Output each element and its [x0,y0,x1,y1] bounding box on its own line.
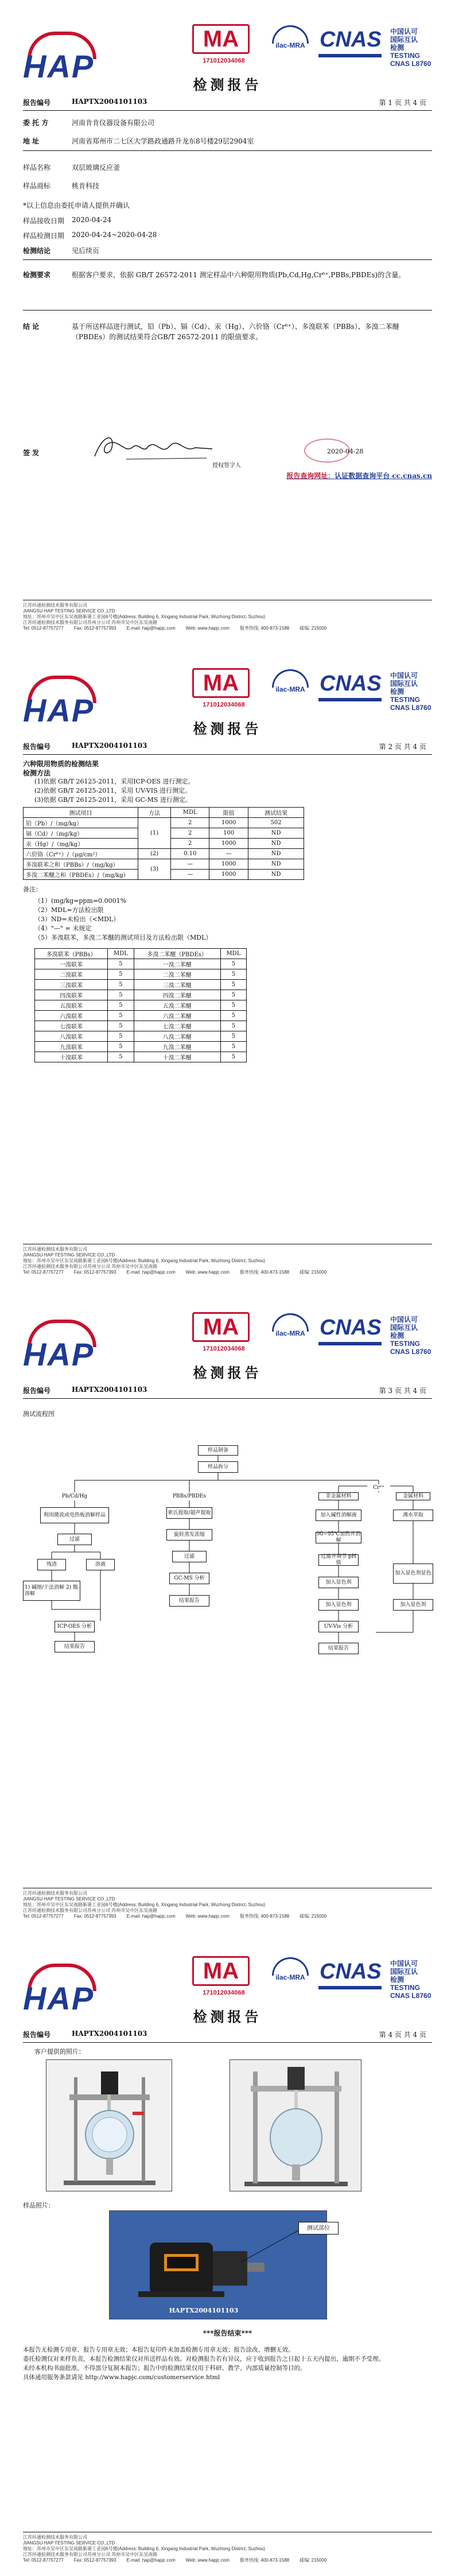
flow-node-report-1: 结果报告 [55,1641,95,1652]
signature-block [23,430,436,469]
summary-conclusion: 结 论 基于所送样品进行测试，铅（Pb）、镉（Cd）、汞（Hg）、六价铬（Cr⁶⁺）、多溴联苯（PBBs）、多溴二苯醚（PBDEs）的测试结果符合GB/T 26572-2011 的限值要求。 [23,323,399,341]
logo-text: HAP [23,1980,95,2016]
ma-code: 171012034068 [203,701,245,708]
ilac-mra-mark [270,669,311,698]
page-indicator: 第 1 页 共 4 页 [379,99,426,107]
divider [23,150,432,151]
page-indicator: 第 4 页 共 4 页 [379,2031,426,2039]
page-indicator: 第 2 页 共 4 页 [379,743,426,751]
table-row: 九溴联苯 5 九溴二苯醚 5 [35,1042,247,1052]
table-row: 一溴联苯 5 一溴二苯醚 5 [35,959,247,969]
flow-node-metal: 金属材料 [396,1492,430,1500]
section-title: 六种限用物质的检测结果 [23,760,99,768]
flow-node-solution: 溶液 [86,1559,115,1570]
query-url[interactable]: 报告查询网址：认证数据查询平台 cc.cnas.cn [286,472,432,480]
table-row: 二溴联苯 5 二溴二苯醚 5 [35,969,247,980]
report-number-line [23,742,432,754]
table-row: 五溴联苯 5 五溴二苯醚 5 [35,1000,247,1011]
table-row: 镉（Cd）/（mg/kg） 2 100 ND [24,828,304,839]
flow-node-filter-2: 过滤 [172,1551,207,1562]
flow-node-soxhlet: 索氏提取/超声提取 [166,1507,212,1519]
table-row: 多溴联苯之和（PBBs）/（mg/kg） (3) — 1000 ND [24,859,304,870]
ma-mark: MA [192,1956,250,1986]
certification-marks [192,666,439,712]
accreditation-text: 中国认可 国际互认 检测 TESTING CNAS L8760 [390,1316,431,1356]
footer: 江苏环通检测技术服务有限公司 JIANGSU HAP TESTING SERVICE CO.,LTD 地址：苏州市吴中区东吴南路新港工业园6号楼(Address: Building 6, Xingang Industrial Park, Wuzhong District, Suzhou) 江苏环通检测技术服务有限公司苏州分公司 苏州市吴中区东吴南路 Tel: 0512-87757277 Fax: 0512-87757393 E-mail: hap@hapjc.com Web: www.hapjc.com 服务热线: 400-873-1588 邮编: 215000 [23,1247,327,1275]
flow-node-color-3: 加入显色剂 [318,1599,359,1611]
pbb-mdl-table [34,948,247,1062]
report-page-3 [0,1288,455,1932]
footer: 江苏环通检测技术服务有限公司 JIANGSU HAP TESTING SERVICE CO.,LTD 地址：苏州市吴中区东吴南路新港工业园6号楼(Address: Building 6, Xingang Industrial Park, Wuzhong District, Suzhou) 江苏环通检测技术服务有限公司苏州分公司 苏州市吴中区东吴南路 Tel: 0512-87757277 Fax: 0512-87757393 E-mail: hap@hapjc.com Web: www.hapjc.com 服务热线: 400-873-1588 邮编: 215000 [23,603,327,631]
cnas-mark: CNAS [320,1316,382,1340]
report-page-4 [0,1932,455,2576]
cnas-underline [318,54,382,57]
cnas-underline [318,698,382,701]
sign-role: 授权签字人 [212,463,241,469]
table-row: 六价铬（Cr⁶⁺）/（μg/cm²） (2) 0.10 — ND [24,849,304,859]
report-no: HAPTX2004101103 [72,742,147,750]
page-indicator: 第 3 页 共 4 页 [379,1387,426,1395]
flow-node-concentrate: 旋转蒸发浓缩 [166,1529,212,1541]
flow-node-uvvis: UV-Vis 分析 [318,1621,359,1632]
flow-node-alkaline: 加入碱性消解液 [316,1510,361,1521]
logo-text: HAP [23,48,95,84]
flow-node-residue: 残渣 [37,1559,66,1570]
report-no: HAPTX2004101103 [72,1386,147,1394]
provided-note: *以上信息由委托申请人提供并确认 [23,201,130,210]
cnas-mark: CNAS [320,1960,382,1984]
flow-node-gcms: GC-MS 分析 [169,1573,209,1584]
sign-label: 签 发 [23,449,40,457]
accreditation-text: 中国认可 国际互认 检测 TESTING CNAS L8760 [390,1960,431,2000]
report-no-label: 报告编号 [23,743,51,751]
sample-photo-label: 样品照片： [23,2202,55,2209]
flow-node-filter-ph: 过滤并调节 pH 值 [318,1554,359,1566]
flow-node-color-2: 加入显色剂显色 [393,1564,433,1584]
callout-arrow [0,1932,455,2576]
table-row: 十溴联苯 5 十溴二苯醚 5 [35,1052,247,1062]
divider [23,310,432,311]
footer: 江苏环通检测技术服务有限公司 JIANGSU HAP TESTING SERVICE CO.,LTD 地址：苏州市吴中区东吴南路新港工业园6号楼(Address: Building 6, Xingang Industrial Park, Wuzhong District, Suzhou) 江苏环通检测技术服务有限公司苏州分公司 苏州市吴中区东吴南路 Tel: 0512-87757277 Fax: 0512-87757393 E-mail: hap@hapjc.com Web: www.hapjc.com 服务热线: 400-873-1588 邮编: 215000 [23,1891,327,1919]
divider [23,259,432,260]
ma-mark: MA [192,1312,250,1342]
flow-node-nonmetal: 非金属材料 [318,1492,359,1500]
report-title: 检测报告 [193,1364,262,1381]
ilac-mra-mark [270,25,311,54]
method-title: 检测方法 [23,769,51,777]
flow-node-boil: 沸水萃取 [393,1510,433,1521]
footer: 江苏环通检测技术服务有限公司 JIANGSU HAP TESTING SERVICE CO.,LTD 地址：苏州市吴中区东吴南路新港工业园6号楼(Address: Building 6, Xingang Industrial Park, Wuzhong District, Suzhou) 江苏环通检测技术服务有限公司苏州分公司 苏州市吴中区东吴南路 Tel: 0512-87757277 Fax: 0512-87757393 E-mail: hap@hapjc.com Web: www.hapjc.com 服务热线: 400-873-1588 邮编: 215000 [23,2535,327,2563]
flow-node-acid: 1) 碱熔/干法消解 2) 酸溶解 [23,1581,80,1601]
sign-date: 2020-04-28 [327,448,364,455]
ma-mark: MA [192,668,250,698]
flow-node-sample-prep: 样品制备 [198,1445,238,1456]
remarks-list: （1）(mg/kg=ppm=0.0001% （2）MDL=方法检出限 （3）ND=未检出（<MDL） （4）"—" = 未规定 （5）多溴联苯，多溴二苯醚的测试项目及方法检出限（MDL） [34,897,212,941]
cnas-mark: CNAS [320,28,382,52]
flow-node-filter: 过滤 [57,1534,92,1545]
report-notes: 本报告无检测专用章、报告专用章无效；本报告复印件未加盖检测专用章无效；报告涂改、增删无效。 委托检测仅对来样负责，本报告检测结果仅对所送样品有效。对检测报告若有异议，应于收到报告之日起十五天内提出，逾期不予受理。 未经本机构书面批准，不得部分复制本报告；报告中的检测结果仅用于科研、教学、内部质量控制等目的。 具体通用服务条款请见 http://www.hapjc.com/customerservice.html [23,2346,384,2381]
report-no: HAPTX2004101103 [72,2030,147,2038]
table-row: 六溴联苯 5 六溴二苯醚 5 [35,1011,247,1021]
flow-node-color-4: 加入显色剂 [393,1599,433,1611]
ma-code: 171012034068 [203,1989,245,1996]
report-title: 检测报告 [193,2008,262,2025]
photo-caption: HAPTX2004101103 [169,2306,239,2314]
table-row: 四溴联苯 5 四溴二苯醚 5 [35,990,247,1000]
divider [23,110,432,111]
flow-node-sample-split: 样品拆分 [198,1461,238,1473]
ma-mark: MA [192,24,250,54]
cnas-mark: CNAS [320,672,382,696]
report-page-2 [0,644,455,1288]
table-header-row: 多溴联苯（PBBs） MDL 多溴二苯醚（PBDEs） MDL [35,949,247,959]
method-list: (1)依据 GB/T 26125-2011，采用ICP-OES 进行测定。 (2)依据 GB/T 26125-2011，采用 UV-VIS 进行测定。 (3)依据 GB/T 26125-2011，采用 GC-MS 进行测定。 [34,778,195,804]
report-no-label: 报告编号 [23,99,51,107]
table-header-row: 测试项目 方法 MDL 限值 测试结果 [24,808,304,818]
report-title: 检测报告 [193,76,262,93]
report-title: 检测报告 [193,720,262,737]
divider [23,754,432,755]
flow-label-cr6: Cr⁶⁺ [367,1484,390,1491]
table-row: 三溴联苯 5 三溴二苯醚 5 [35,980,247,990]
table-row: 铅（Pb）/（mg/kg） (1) 2 1000 502 [24,818,304,828]
flow-label-pbb-pbde: PBBs/PBDEs [169,1492,209,1500]
table-row: 七溴联苯 5 七溴二苯醚 5 [35,1021,247,1031]
ilac-text: ilac-MRA [275,1329,305,1337]
table-row: 汞（Hg）/（mg/kg） 2 1000 ND [24,839,304,849]
test-requirement: 检测要求 根据客户要求，依据 GB/T 26572-2011 测定样品中六种限用物质(Pb,Cd,Hg,Cr⁶⁺,PBBs,PBDEs)的含量。 [23,271,406,279]
client-photo-label: 客户提供的照片： [34,2048,85,2055]
end-of-report: ***报告结束*** [203,2329,252,2337]
ma-code: 171012034068 [203,1345,245,1352]
logo-text: HAP [23,1336,95,1372]
flow-title: 测试流程图 [23,1410,55,1418]
flow-node-digest: 利用微波或电热板消解样品 [40,1507,109,1523]
flow-label-pb-cd-hg: Pb/Cd/Hg [57,1492,92,1500]
table-row: 多溴二苯醚之和（PBDEs）/（mg/kg） — 1000 ND [24,870,304,880]
test-flowchart [0,1288,455,1932]
flow-node-report-3: 结果报告 [318,1643,359,1654]
remarks-title: 备注： [23,886,42,893]
accreditation-text: 中国认可 国际互认 检测 TESTING CNAS L8760 [390,28,431,68]
flow-node-icp: ICP-OES 分析 [55,1621,95,1632]
report-no: HAPTX2004101103 [72,98,147,106]
report-no-label: 报告编号 [23,1387,51,1395]
ilac-text: ilac-MRA [275,41,305,49]
flow-node-report-2: 结果报告 [169,1595,209,1607]
flow-connectors [0,1288,455,1932]
report-number-line [23,98,432,110]
handwritten-signature [92,430,218,465]
ilac-text: ilac-MRA [275,685,305,693]
certification-marks [192,22,439,68]
table-row: 八溴联苯 5 八溴二苯醚 5 [35,1031,247,1042]
ilac-text: ilac-MRA [275,1973,305,1981]
accreditation-text: 中国认可 国际互认 检测 TESTING CNAS L8760 [390,672,431,712]
callout-label: 测试部位 [298,2222,339,2234]
flow-node-heat: 90~95℃加热并消解 [316,1531,361,1543]
report-no-label: 报告编号 [23,2031,51,2039]
flow-node-color-1: 加入显色剂 [318,1577,359,1588]
results-table [23,807,304,880]
logo-text: HAP [23,692,95,728]
report-page-1: HAP MA 171012034068 ilac-MRA CNAS 中国认可 国际互认 检测 TESTING CNAS L8760 检测报告 报告编号 HAPTX2004101103 第 1 页 共 4 页 委 托 方 河南肯肯仪器设备有限公司 地 址 河南省郑州市二七区大学路政通路升龙东8号楼29层2904室 样品名称 双层玻璃反应釜 样品商标 桃肯科技 *以上信息由委托申请人提供并确认 样品接收日期 2020-04-24 样品检测日期 2020-04-24~2020-04-28 检测结论 见后续页 检测要求 根据客户要求，依据 GB/T 26572-2011 测定样品中六种限用物质(Pb,Cd,Hg,Cr⁶⁺,PBBs,PBDEs)的含量。 结 论 基于所送样品进行测试，铅（Pb）、镉（Cd）、汞（Hg）、六价铬（Cr⁶⁺）、多溴联苯（PBBs）、多溴二苯醚（PBDEs）的测试结果符合GB/T 26572-2011 的限值要求。 签 发 2020-04-28 授权签字人 报告查询网址：认证数据查询平台 cc.cnas.cn 江苏环通检测技术服务有限公司 JIANGSU HAP TESTING SERVICE CO.,LTD 地址：苏州市吴中区东吴南路新港工业园6号楼(Address: Building 6, Xingang Industrial Park, Wuzhong District, Suzhou) 江苏环通检测技术服务有限公司苏州分公司 苏州市吴中区东吴南路 Tel: 0512-87757277 Fax: 0512-87757393 E-mail: hap@hapjc.com Web: www.hapjc.com 服务热线: 400-873-1588 邮编: 215000 [0,0,455,644]
ma-code: 171012034068 [203,57,245,64]
